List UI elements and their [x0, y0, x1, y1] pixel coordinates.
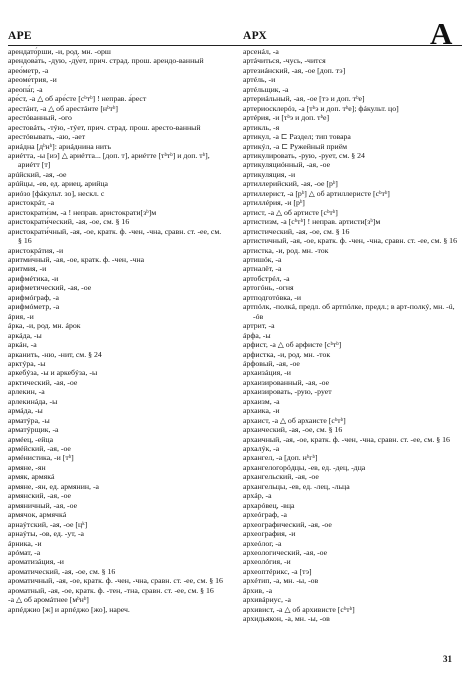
- dictionary-entry: аре́ст, -а △ об аре́сте [сᵇтᵇ] ! неправ. а́рест: [8, 94, 147, 104]
- dictionary-entry: арестóвывать, -аю, -ает: [8, 132, 86, 142]
- dictionary-entry: армéйский, -ая, -ое: [8, 444, 71, 454]
- dictionary-entry: аристократи́зм, -а ! неправ. аристократи[зᵇ]м: [8, 207, 157, 217]
- dictionary-entry: ариáдна [дᵇнᵇ]: ариáднина нить: [8, 141, 112, 151]
- dictionary-entry: артишóк, -а: [243, 254, 282, 264]
- dictionary-entry: архаика, -и: [243, 406, 280, 416]
- dictionary-entry: арúйцы, -ев, ед. ариец, арийца: [8, 179, 109, 189]
- dictionary-entry: артéль, -и: [243, 75, 276, 85]
- dictionary-entry: архаизированный, -ая, -ое: [243, 377, 330, 387]
- dictionary-entry: арифметический, -ая, -ое: [8, 283, 92, 293]
- dictionary-entry: арестáнт, -а △ об арестáнте [нᵇтᵇ]: [8, 103, 118, 113]
- dictionary-entry: архидьякон, -а, мн. -ы, -ов: [243, 614, 330, 624]
- dictionary-entry: артиллерист, -а [рᵇ] △ об артиллеристе [сᵇтᵇ]: [243, 188, 390, 198]
- dictionary-entry: архангел, -а [доп. нᵇгᵇ]: [243, 453, 318, 463]
- dictionary-entry: армячок, армячкá: [8, 510, 67, 520]
- dictionary-entry: артрит, -а: [243, 321, 275, 331]
- dictionary-entry: архаизм, -а: [243, 396, 280, 406]
- dictionary-entry: арматýрщик, -а: [8, 425, 59, 435]
- dictionary-entry: áрфовый, -ая, -ое: [243, 358, 300, 368]
- dictionary-entry: армяне, -ян: [8, 462, 46, 472]
- dictionary-entry: -а △ об аромáтнее [мᵇнᵇ]: [8, 595, 89, 605]
- dictionary-entry: архаизáция, -и: [243, 368, 291, 378]
- dictionary-entry: артикль, -я: [243, 122, 280, 132]
- header-rule: [8, 45, 462, 46]
- dictionary-entry: архаический, -ая, -ое, см. § 16: [243, 425, 343, 435]
- dictionary-entry: артистичный, -ая, -ое, кратк. ф. -чен, -чна, сравн. ст. -ее, см. § 16: [243, 236, 457, 246]
- page-number: 31: [443, 654, 452, 664]
- dictionary-entry: армянский, -ая, -ое: [8, 491, 72, 501]
- left-guide-word: АРЕ: [8, 30, 32, 42]
- dictionary-entry: артистизм, -а [сᵇтᵇ] ! неправ. артисти[зᵇ]м: [243, 217, 381, 227]
- dictionary-entry: áрника, -и: [8, 538, 42, 548]
- dictionary-entry: арúйский, -ая, -ое: [8, 169, 67, 179]
- dictionary-entry: архаизировать, -рую, -рует: [243, 387, 332, 397]
- dictionary-entry: арестовáть, -тýю, -тýет, прич. страд. прош. аресто-ванный: [8, 122, 201, 132]
- dictionary-entry: артиллéрия, -и [рᵇ]: [243, 198, 305, 208]
- dictionary-entry: архарóвец, -вца: [243, 500, 295, 510]
- dictionary-entry: армяк, армякá: [8, 472, 55, 482]
- dictionary-entry: ариéтта, -ы [иэ] △ ариéтта... [доп. т], ариéтте [тᵇтᵇ] и доп. тᵇ], ариéтт [т]: [8, 150, 210, 170]
- dictionary-entry: артобстрéл, -а: [243, 273, 290, 283]
- dictionary-entry: ароматизáция, -и: [8, 557, 64, 567]
- dictionary-entry: арлекинáда, -ы: [8, 396, 58, 406]
- dictionary-entry: археóграф, -а: [243, 510, 287, 520]
- dictionary-entry: архангельцы, -ев, ед. -лец, -льца: [243, 481, 350, 491]
- dictionary-entry: артериáльный, -ая, -ое [тэ и доп. тᵇе]: [243, 94, 365, 104]
- dictionary-entry: артист, -а △ об артисте [сᵇтᵇ]: [243, 207, 338, 217]
- dictionary-entry: арктический, -ая, -ое: [8, 377, 78, 387]
- dictionary-entry: аристократи́ческий, -ая, -ое, см. § 16: [8, 217, 130, 227]
- dictionary-entry: áрия, -и: [8, 311, 34, 321]
- dictionary-entry: аристокрáтия, -и: [8, 245, 64, 255]
- dictionary-entry: арфист, -а △ об арфисте [сᵇтᵇ]: [243, 340, 342, 350]
- dictionary-entry: артéльщик, -а: [243, 84, 289, 94]
- dictionary-entry: архаичный, -ая, -ое, кратк. ф. -чен, -чна, сравн. ст. -ее, см. § 16: [243, 434, 450, 444]
- dictionary-entry: артналёт, -а: [243, 264, 282, 274]
- section-letter: А: [430, 16, 453, 51]
- dictionary-entry: аристократи́чный, -ая, -ое, кратк. ф. -чен, -чна, сравн. ст. -ее, см. § 16: [8, 226, 222, 246]
- dictionary-entry: арифмóметр, -а: [8, 302, 60, 312]
- dictionary-entry: археография, -и: [243, 529, 296, 539]
- dictionary-entry: артистка, -и, род. мн. -ток: [243, 245, 329, 255]
- dictionary-entry: áрка, -и, род. мн. áрок: [8, 321, 81, 331]
- dictionary-entry: армяне, -ян, ед. армянин, -а: [8, 481, 100, 491]
- dictionary-entry: ароматичный, -ая, -ое, кратк. ф. -чен, -чна, сравн. ст. -ее, см. § 16: [8, 576, 223, 586]
- dictionary-entry: архаист, -а △ об архаисте [сᵇтᵇ]: [243, 415, 346, 425]
- dictionary-entry: арматýра, -ы: [8, 415, 50, 425]
- dictionary-entry: артезиáнский, -ая, -ое [доп. тэ]: [243, 65, 346, 75]
- dictionary-entry: артиллерийский, -ая, -ое [рᵇ]: [243, 179, 338, 189]
- dictionary-entry: архéтип, -а, мн. -ы, -ов: [243, 576, 319, 586]
- dictionary-entry: архангелогорóдцы, -ев, ед. -дец, -дца: [243, 462, 366, 472]
- dictionary-entry: арифмéтика, -и: [8, 273, 59, 283]
- dictionary-entry: археóлог, -а: [243, 538, 282, 548]
- dictionary-entry: арифмóграф, -а: [8, 292, 59, 302]
- dictionary-entry: армяничный, -ая, -ое: [8, 500, 78, 510]
- dictionary-entry: армáда, -ы: [8, 406, 43, 416]
- dictionary-entry: аркáда, -ы: [8, 330, 42, 340]
- dictionary-entry: áрхив, -а: [243, 585, 273, 595]
- dictionary-entry: артикуляция, -и: [243, 169, 296, 179]
- dictionary-entry: архáр, -а: [243, 491, 272, 501]
- dictionary-entry: аритми́чный, -ая, -ое, кратк. ф. -чен, -чна: [8, 254, 145, 264]
- dictionary-entry: археоптéрикс, -а [тэ]: [243, 566, 312, 576]
- dictionary-entry: артéрия, -и [тᵇэ и доп. тᵇе]: [243, 113, 330, 123]
- dictionary-entry: артáчиться, -чусь, -чится: [243, 56, 326, 66]
- dictionary-entry: артикýл, -а ⊏ Ружейный приём: [243, 141, 348, 151]
- dictionary-entry: ареоме́трия, -и: [8, 75, 57, 85]
- dictionary-entry: арендова́ть, -дую, -ду́ет, прич. страд. прош. арендо-ванный: [8, 56, 204, 66]
- dictionary-entry: артикул, -а ⊏ Раздел; тип товара: [243, 132, 351, 142]
- dictionary-entry: ариóзо [фáкульт. зо], нескл. с: [8, 188, 105, 198]
- dictionary-entry: арнаýтский, -ая, -ое [цᵏ]: [8, 519, 88, 529]
- dictionary-entry: архангельский, -ая, -ое: [243, 472, 319, 482]
- dictionary-entry: артпóлк, -полкá, предл. об артпóлке, предл.; в арт-полкý, мн. -ú, -óв: [243, 302, 455, 321]
- dictionary-entry: архивáриус, -а: [243, 595, 291, 605]
- dictionary-entry: арфистка, -и, род. мн. -ток: [243, 349, 331, 359]
- dictionary-entry: арлекин, -а: [8, 387, 45, 397]
- dictionary-entry: археолóгия, -и: [243, 557, 291, 567]
- dictionary-entry: арнаýты, -ов, ед. -ут, -а: [8, 529, 85, 539]
- dictionary-entry: артогóнь, -огня: [243, 283, 294, 293]
- dictionary-entry: архивист, -а △ об архивисте [сᵇтᵇ]: [243, 604, 355, 614]
- dictionary-entry: армéец, -ейца: [8, 434, 54, 444]
- dictionary-entry: аркебýза, -ы и аркебýзa, -ы: [8, 368, 98, 378]
- dictionary-entry: аритмия, -и: [8, 264, 47, 274]
- dictionary-entry: áрфа, -ы: [243, 330, 271, 340]
- left-column: [8, 47, 226, 614]
- dictionary-entry: артикуляциóнный, -ая, -ое: [243, 160, 331, 170]
- dictionary-entry: аристокрáт, -а: [8, 198, 55, 208]
- dictionary-entry: арканить, -ню, -нит, см. § 24: [8, 349, 102, 359]
- dictionary-entry: артикулировать, -рую, -рует, см. § 24: [243, 150, 365, 160]
- dictionary-entry: арео́метр, -а: [8, 65, 49, 75]
- dictionary-entry: арóмат, -а: [8, 548, 41, 558]
- dictionary-entry: артистический, -ая, -ое, см. § 16: [243, 226, 350, 236]
- dictionary-entry: археологический, -ая, -ое: [243, 548, 328, 558]
- dictionary-entry: ароматический, -ая, -ое, см. § 16: [8, 566, 116, 576]
- dictionary-entry: арсенáл, -а: [243, 47, 279, 56]
- dictionary-entry: арестóванный, -ого: [8, 113, 72, 123]
- dictionary-entry: архалýк, -а: [243, 444, 280, 454]
- dictionary-entry: артериосклерóз, -а [тᵇэ и доп. тᵇе]; фáкульт. цо]: [243, 103, 399, 113]
- dictionary-entry: армéнистика, -и [тᵇ]: [8, 453, 74, 463]
- dictionary-entry: ареопа́г, -а: [8, 84, 43, 94]
- dictionary-entry: арпéджио [ж] и арпéджо [жо], нареч.: [8, 604, 130, 614]
- right-guide-word: АРХ: [243, 30, 267, 42]
- dictionary-entry: археографический, -ая, -ое: [243, 519, 332, 529]
- dictionary-entry: арендато́рши, -и, род. мн. -орш: [8, 47, 111, 56]
- dictionary-entry: арктýра, -ы: [8, 358, 46, 368]
- right-column: [243, 47, 461, 624]
- dictionary-entry: ароматный, -ая, -ое, кратк. ф. -тен, -тна, сравн. ст. -ее, см. § 16: [8, 585, 214, 595]
- dictionary-entry: артподготóвка, -и: [243, 292, 302, 302]
- dictionary-entry: аркáн, -а: [8, 340, 37, 350]
